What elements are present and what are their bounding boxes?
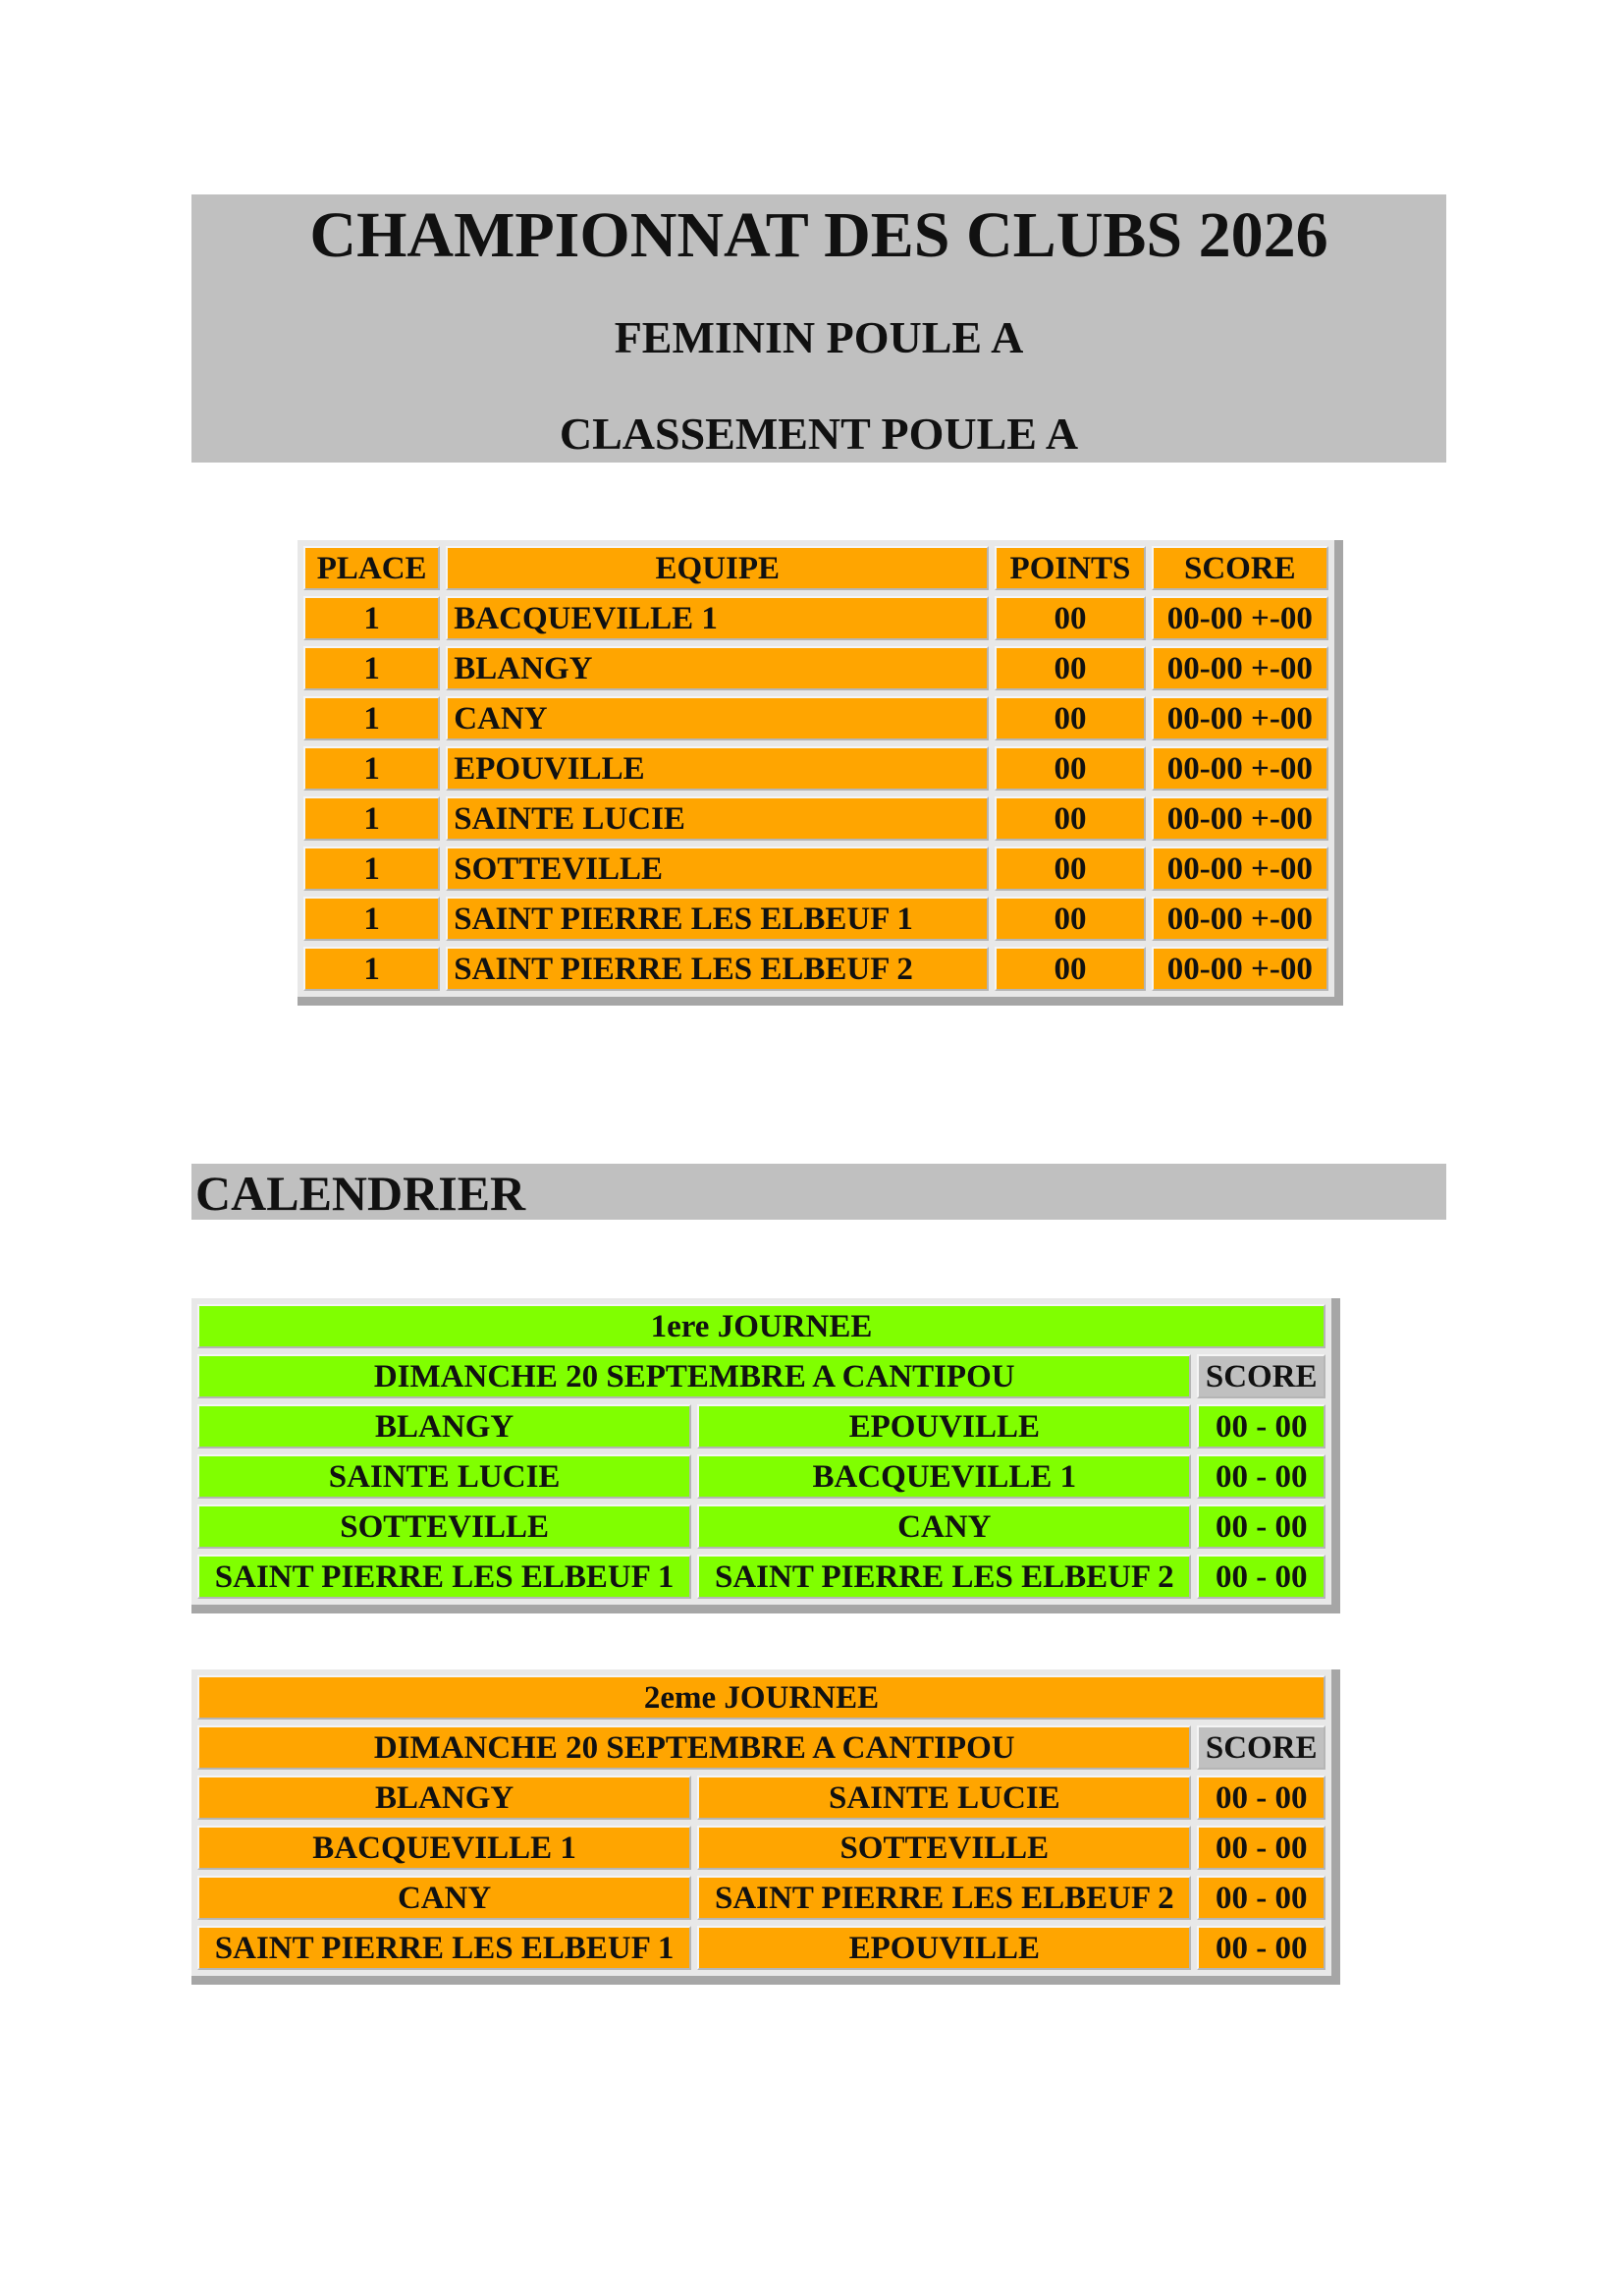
score-cell: 00-00 +-00 — [1152, 646, 1328, 690]
place-cell: 1 — [303, 746, 440, 791]
points-cell: 00 — [995, 746, 1145, 791]
match-row — [197, 1876, 1325, 1920]
home-team: SOTTEVILLE — [197, 1504, 691, 1549]
place-cell: 1 — [303, 696, 440, 740]
away-team: SAINT PIERRE LES ELBEUF 2 — [697, 1876, 1191, 1920]
team-cell: EPOUVILLE — [446, 746, 989, 791]
match-score: 00 - 00 — [1197, 1826, 1325, 1870]
home-team: BLANGY — [197, 1776, 691, 1820]
away-team: CANY — [697, 1504, 1191, 1549]
score-cell: 00-00 +-00 — [1152, 596, 1328, 640]
table-row — [303, 897, 1328, 941]
score-header: SCORE — [1197, 1725, 1325, 1770]
points-cell: 00 — [995, 696, 1145, 740]
table-row — [303, 947, 1328, 991]
team-cell: CANY — [446, 696, 989, 740]
place-cell: 1 — [303, 947, 440, 991]
team-cell: BLANGY — [446, 646, 989, 690]
away-team: BACQUEVILLE 1 — [697, 1454, 1191, 1499]
match-score: 00 - 00 — [1197, 1926, 1325, 1970]
page-title: CHAMPIONNAT DES CLUBS 2026 — [309, 199, 1328, 271]
round-title-row — [197, 1304, 1325, 1348]
column-header-score: SCORE — [1152, 546, 1328, 590]
round-title-row — [197, 1675, 1325, 1720]
points-cell: 00 — [995, 847, 1145, 891]
team-cell: SAINT PIERRE LES ELBEUF 1 — [446, 897, 989, 941]
team-cell: BACQUEVILLE 1 — [446, 596, 989, 640]
away-team: SAINTE LUCIE — [697, 1776, 1191, 1820]
home-team: SAINT PIERRE LES ELBEUF 1 — [197, 1926, 691, 1970]
round-date: DIMANCHE 20 SEPTEMBRE A CANTIPOU — [197, 1354, 1191, 1398]
match-score: 00 - 00 — [1197, 1776, 1325, 1820]
match-row — [197, 1454, 1325, 1499]
page-header — [191, 194, 1446, 463]
score-header: SCORE — [1197, 1354, 1325, 1398]
home-team: SAINT PIERRE LES ELBEUF 1 — [197, 1555, 691, 1599]
match-score: 00 - 00 — [1197, 1504, 1325, 1549]
table-row — [303, 596, 1328, 640]
away-team: EPOUVILLE — [697, 1404, 1191, 1449]
column-header-place: PLACE — [303, 546, 440, 590]
score-cell: 00-00 +-00 — [1152, 696, 1328, 740]
team-cell: SAINTE LUCIE — [446, 796, 989, 841]
match-row — [197, 1504, 1325, 1549]
round-title: 1ere JOURNEE — [197, 1304, 1325, 1348]
away-team: SOTTEVILLE — [697, 1826, 1191, 1870]
table-row — [303, 847, 1328, 891]
score-cell: 00-00 +-00 — [1152, 947, 1328, 991]
table-row — [303, 646, 1328, 690]
column-header-team: EQUIPE — [446, 546, 989, 590]
place-cell: 1 — [303, 897, 440, 941]
round-date-row — [197, 1354, 1325, 1398]
round-2-table — [191, 1669, 1340, 1985]
round-date: DIMANCHE 20 SEPTEMBRE A CANTIPOU — [197, 1725, 1191, 1770]
round-title: 2eme JOURNEE — [197, 1675, 1325, 1720]
home-team: SAINTE LUCIE — [197, 1454, 691, 1499]
score-cell: 00-00 +-00 — [1152, 796, 1328, 841]
score-cell: 00-00 +-00 — [1152, 897, 1328, 941]
table-row — [303, 696, 1328, 740]
score-cell: 00-00 +-00 — [1152, 746, 1328, 791]
points-cell: 00 — [995, 947, 1145, 991]
match-score: 00 - 00 — [1197, 1454, 1325, 1499]
calendar-title: CALENDRIER — [195, 1166, 526, 1221]
home-team: BLANGY — [197, 1404, 691, 1449]
page-subtitle: FEMININ POULE A — [614, 312, 1024, 362]
match-score: 00 - 00 — [1197, 1555, 1325, 1599]
points-cell: 00 — [995, 796, 1145, 841]
round-date-row — [197, 1725, 1325, 1770]
standings-header-row — [303, 546, 1328, 590]
place-cell: 1 — [303, 646, 440, 690]
place-cell: 1 — [303, 796, 440, 841]
team-cell: SOTTEVILLE — [446, 847, 989, 891]
standings-table — [298, 540, 1343, 1006]
table-row — [303, 746, 1328, 791]
standings-title: CLASSEMENT POULE A — [559, 409, 1079, 459]
home-team: CANY — [197, 1876, 691, 1920]
place-cell: 1 — [303, 847, 440, 891]
round-1-table — [191, 1298, 1340, 1613]
calendar-header — [191, 1164, 1446, 1220]
points-cell: 00 — [995, 646, 1145, 690]
match-row — [197, 1555, 1325, 1599]
place-cell: 1 — [303, 596, 440, 640]
table-row — [303, 796, 1328, 841]
match-row — [197, 1926, 1325, 1970]
score-cell: 00-00 +-00 — [1152, 847, 1328, 891]
points-cell: 00 — [995, 897, 1145, 941]
away-team: EPOUVILLE — [697, 1926, 1191, 1970]
match-row — [197, 1776, 1325, 1820]
match-row — [197, 1826, 1325, 1870]
home-team: BACQUEVILLE 1 — [197, 1826, 691, 1870]
team-cell: SAINT PIERRE LES ELBEUF 2 — [446, 947, 989, 991]
away-team: SAINT PIERRE LES ELBEUF 2 — [697, 1555, 1191, 1599]
points-cell: 00 — [995, 596, 1145, 640]
match-row — [197, 1404, 1325, 1449]
match-score: 00 - 00 — [1197, 1404, 1325, 1449]
match-score: 00 - 00 — [1197, 1876, 1325, 1920]
column-header-points: POINTS — [995, 546, 1145, 590]
